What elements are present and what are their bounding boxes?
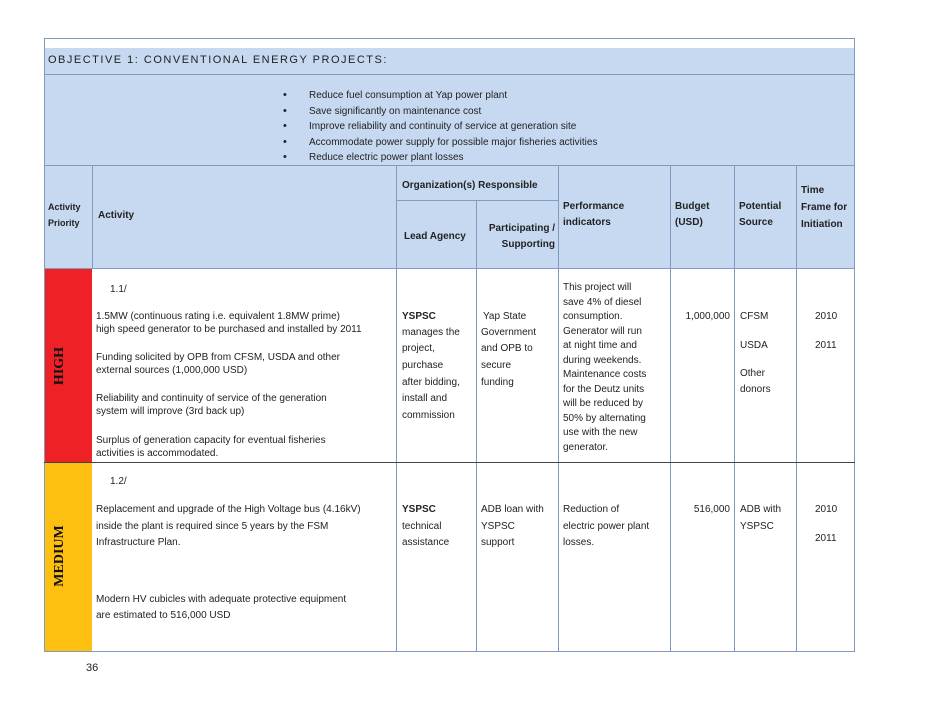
page-number: 36	[86, 662, 99, 674]
priority-medium-label: MEDIUM	[52, 525, 67, 587]
lead-agency-line: project,	[402, 343, 435, 354]
header-budget: Budget (USD)	[675, 201, 710, 228]
col-line	[734, 166, 735, 652]
header-source: Potential Source	[739, 201, 782, 228]
performance-line: This project will	[563, 282, 632, 293]
time-value: 2010	[815, 311, 838, 322]
col-line	[476, 200, 477, 652]
performance-line: generator.	[563, 442, 609, 453]
activity-line: inside the plant is required since 5 years by the FSM	[96, 521, 329, 532]
lead-agency-line: install and	[402, 393, 448, 404]
lead-agency-line: assistance	[402, 537, 450, 548]
objective-bullet: • Save significantly on maintenance cost	[283, 104, 597, 120]
border-right	[854, 38, 855, 652]
header-lead-agency: Lead Agency	[404, 231, 466, 242]
lead-agency-line: commission	[402, 410, 455, 421]
objective-bullet: • Improve reliability and continuity of service at generation site	[283, 119, 597, 135]
header-org: Organization(s) Responsible	[402, 180, 538, 191]
activity-line: Modern HV cubicles with adequate protective equipment	[96, 594, 347, 605]
source-line: donors	[740, 384, 771, 395]
performance-line: Maintenance costs	[563, 369, 647, 380]
participating-line: and OPB to	[481, 343, 533, 354]
source-line: CFSM	[740, 311, 769, 322]
time-value: 2010	[815, 504, 838, 515]
budget-value: 1,000,000	[685, 311, 730, 322]
activity-line: Reliability and continuity of service of the generation	[96, 393, 327, 404]
header-participating: Participating / Supporting	[488, 223, 555, 250]
source-line: Other	[740, 368, 766, 379]
col-line	[396, 166, 397, 652]
participating-line: funding	[481, 377, 514, 388]
activity-line: external sources (1,000,000 USD)	[96, 365, 248, 376]
performance-line: Reduction of	[563, 504, 620, 515]
lead-agency-bold: YSPSC	[402, 311, 436, 322]
lead-agency-line: after bidding,	[402, 377, 460, 388]
lead-agency-bold: YSPSC	[402, 504, 436, 515]
participating-line: support	[481, 537, 515, 548]
header-priority: Activity Priority	[48, 202, 81, 228]
col-line	[558, 166, 559, 652]
participating-line: Yap State	[483, 311, 527, 322]
performance-line: for the Deutz units	[563, 384, 645, 395]
performance-line: 50% by alternating	[563, 413, 646, 424]
source-line: ADB with	[740, 504, 782, 515]
col-line	[670, 166, 671, 652]
objective-title: OBJECTIVE 1: CONVENTIONAL ENERGY PROJECTS:	[48, 54, 388, 66]
source-line: YSPSC	[740, 521, 774, 532]
performance-line: save 4% of diesel	[563, 297, 642, 308]
participating-line: secure	[481, 360, 512, 371]
performance-line: will be reduced by	[563, 398, 644, 409]
row-divider	[44, 462, 855, 463]
header-activity: Activity	[98, 210, 135, 221]
col-line	[796, 166, 797, 652]
border-top	[44, 38, 855, 39]
time-value: 2011	[815, 533, 837, 544]
performance-line: during weekends.	[563, 355, 642, 366]
objective-bullet: • Accommodate power supply for possible major fisheries activities	[283, 135, 597, 151]
activity-line: activities is accommodated.	[96, 448, 219, 459]
time-value: 2011	[815, 340, 837, 351]
performance-line: consumption.	[563, 311, 623, 322]
activity-line: 1.5MW (continuous rating i.e. equivalent 1.8MW prime)	[96, 311, 340, 322]
source-line: USDA	[740, 340, 768, 351]
performance-line: use with the new	[563, 427, 638, 438]
org-subdivider	[397, 200, 558, 201]
divider-title	[44, 74, 855, 75]
participating-line: YSPSC	[481, 521, 515, 532]
performance-line: electric power plant	[563, 521, 650, 532]
activity-line: are estimated to 516,000 USD	[96, 610, 231, 621]
activity-number: 1.2/	[110, 476, 127, 487]
performance-line: Generator will run	[563, 326, 642, 337]
budget-value: 516,000	[693, 504, 730, 515]
lead-agency-line: purchase	[402, 360, 444, 371]
activity-line: system will improve (3rd back up)	[96, 406, 245, 417]
performance-line: at night time and	[563, 340, 637, 351]
activity-number: 1.1/	[110, 284, 127, 295]
activity-line: Surplus of generation capacity for eventual fisheries	[96, 435, 326, 446]
col-line	[92, 166, 93, 268]
lead-agency-line: technical	[402, 521, 442, 532]
activity-line: Replacement and upgrade of the High Voltage bus (4.16kV)	[96, 504, 361, 515]
lead-agency-line: manages the	[402, 327, 460, 338]
activity-line: high speed generator to be purchased and installed by 2011	[96, 324, 362, 335]
performance-line: losses.	[563, 537, 595, 548]
participating-line: Government	[481, 327, 537, 338]
activity-line: Infrastructure Plan.	[96, 537, 181, 548]
header-time: Time Frame for Initiation	[801, 185, 848, 230]
objective-bullet: • Reduce electric power plant losses	[283, 150, 597, 166]
participating-line: ADB loan with	[481, 504, 544, 515]
objective-bullets	[283, 88, 597, 166]
header-performance: Performance indicators	[563, 201, 625, 228]
activity-line: Funding solicited by OPB from CFSM, USDA and other	[96, 352, 340, 363]
priority-high-label: HIGH	[52, 346, 67, 386]
objective-bullet: • Reduce fuel consumption at Yap power plant	[283, 88, 597, 104]
